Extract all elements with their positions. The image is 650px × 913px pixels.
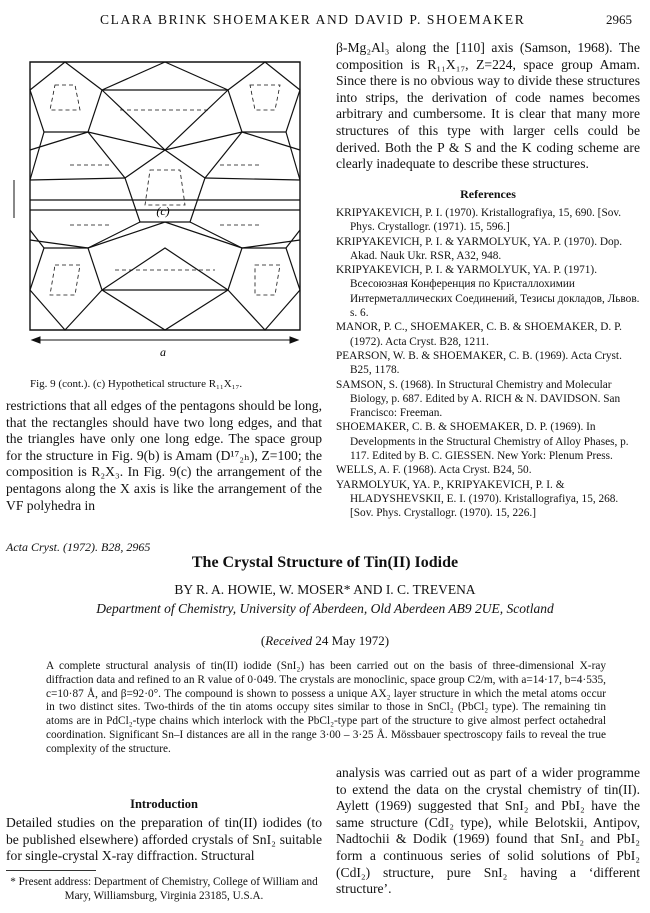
figure-label: (c) xyxy=(156,204,170,218)
pentagon-br xyxy=(228,248,300,330)
triangle-bottom xyxy=(102,248,228,330)
introduction-left: Detailed studies on the preparation of tin(II) iodides (to be published elsewhere) afforded crystals of SnI₂ suitable for single-crystal X-ray diffraction. Structural xyxy=(6,815,322,864)
abstract: A complete structural analysis of tin(II) iodide (SnI₂) has been carried out on the basis of three-dimensional X-ray diffraction data and refined to an R value of 0·049. The crystals are monoclinic, space group C2/m, with a=14·17, b=4·535, c=10·87 Å, and β=92·0°. The compound is shown to possess a unique AX₂ layer structure in which the metal atoms occur in two distinct sites. Two-thirds of the tin atoms occupy sites similar to those in SnCl₂ (PbCl₂ type). The remaining tin atoms are in PdCl₂-type chains which interlock with the PbCl₂-type part of the structure to give almost perfect octahedral coordination. Significant Sn–I distances are all in the range 3·00 – 3·25 Å. Mössbauer spectroscopy fails to reveal the true complexity of the structure. xyxy=(46,660,606,755)
article-authors: BY R. A. HOWIE, W. MOSER* AND I. C. TREVENA xyxy=(174,582,476,597)
received-line: (Received 24 May 1972) xyxy=(260,633,390,648)
received-label: Received xyxy=(265,633,313,648)
running-header xyxy=(0,12,650,32)
figure-caption: Fig. 9 (cont.). (c) Hypothetical structure R₁₁X₁₇. xyxy=(30,378,243,390)
figure-9c xyxy=(10,40,322,370)
edges-upper xyxy=(30,132,300,180)
axis-label: a xyxy=(160,345,166,359)
edges-lower xyxy=(30,222,300,248)
article-citation: Acta Cryst. (1972). B28, 2965 xyxy=(6,540,151,554)
edges-diag xyxy=(88,132,242,248)
reference-item: WELLS, A. F. (1968). Acta Cryst. B24, 50. xyxy=(336,464,532,477)
article-title: The Crystal Structure of Tin(II) Iodide xyxy=(191,554,459,571)
introduction-heading: Introduction xyxy=(130,797,198,811)
page-number: 2965 xyxy=(606,12,632,27)
article-affiliation: Department of Chemistry, University of Aberdeen, Old Aberdeen AB9 2UE, Scotland xyxy=(96,601,554,616)
reference-item: PEARSON, W. B. & SHOEMAKER, C. B. (1969). Acta Cryst. B25, 1178. xyxy=(336,349,622,377)
tiling-diagram xyxy=(10,40,322,370)
reference-item: KRIPYAKEVICH, P. I. (1970). Kristallografiya, 15, 690. [Sov. Phys. Crystallogr. (1971). 15, 596.] xyxy=(336,207,622,234)
axis-a-arrow-left xyxy=(32,337,40,343)
pentagon-tl xyxy=(30,62,102,132)
introduction-right: analysis was carried out as part of a wider programme to extend the data on the crystal chemistry of tin(II). Aylett (1969) suggested that SnI₂ and PbI₂ have the same structure (CdI₂ type), while Belotskii, Antipov, Nadtochii & Dodik (1969) found that SnI₂ and PbI₂ form a continuous series of solid solutions of PbI₂ (CdI₂) structure, pure SnI₂ having a ‘different structure’. xyxy=(336,765,640,897)
reference-item: KRIPYAKEVICH, P. I. & YARMOLYUK, YA. P. (1970). Dop. Akad. Nauk Ukr. RSR, A32, 948. xyxy=(336,235,623,262)
reference-item: SAMSON, S. (1968). In Structural Chemistry and Molecular Biology, p. 687. Edited by A. RICH & N. DAVIDSON. San Francisco: Freeman. xyxy=(336,378,621,420)
reference-item: YARMOLYUK, YA. P., KRIPYAKEVICH, P. I. & HLADYSHEVSKII, E. I. (1970). Kristallografiya, 15, 268. [Sov. Phys. Crystallogr. (1970). 15, 226.] xyxy=(336,478,619,520)
reference-item: SHOEMAKER, C. B. & SHOEMAKER, D. P. (1969). In Developments in the Structural Chemistry of Alloy Phases, p. 117. Edited by B. C. GIESSEN. New York: Plenum Press. xyxy=(336,421,629,463)
references-list xyxy=(336,206,640,521)
dashed-top xyxy=(50,85,280,110)
pentagon-tr xyxy=(228,62,300,132)
footnote: * Present address: Department of Chemistry, College of William and Mary, Williamsburg, Virginia 23185, U.S.A. xyxy=(10,876,318,902)
triangle-top xyxy=(102,62,228,150)
pentagon-bl xyxy=(30,248,102,330)
received-date: 24 May 1972 xyxy=(315,633,385,648)
left-column-text: restrictions that all edges of the pentagons should be long, that the rectangles should have two long edges, and that the triangles have only one long edge. The space group for the structure in Fig. 9(b) is Amam (D¹⁷₂ₕ), Z=100; the composition is R₂X₃. In Fig. 9(c) the arrangement of the pentagons along the X axis is like the arrangement of the VF polyhedra in xyxy=(6,398,322,513)
reference-item: KRIPYAKEVICH, P. I. & YARMOLYUK, YA. P. (1971). Всесоюзная Конференция по Кристаллохимии Интерметаллических Соединений, Тезисы докладов, Львов. s. 6. xyxy=(336,264,640,320)
right-column-text: β-Mg₂Al₃ along the [110] axis (Samson, 1968). The composition is R₁₁X₁₇, Z=224, space group Amam. Since there is no obvious way to divide these structures into strips, the derivation of code names becomes arbitrary and cumbersome. It is clear that many more structures of this type with larger cells could be derived. Both the P & S and the K coding scheme are clearly inadequate to describe these structures. xyxy=(336,40,640,172)
reference-item: MANOR, P. C., SHOEMAKER, C. B. & SHOEMAKER, D. P. (1972). Acta Cryst. B28, 1211. xyxy=(336,321,622,348)
axis-a-arrow-right xyxy=(290,337,298,343)
references-heading: References xyxy=(460,187,516,201)
running-title: CLARA BRINK SHOEMAKER AND DAVID P. SHOEMAKER xyxy=(100,12,526,27)
footnote-rule xyxy=(6,870,96,871)
